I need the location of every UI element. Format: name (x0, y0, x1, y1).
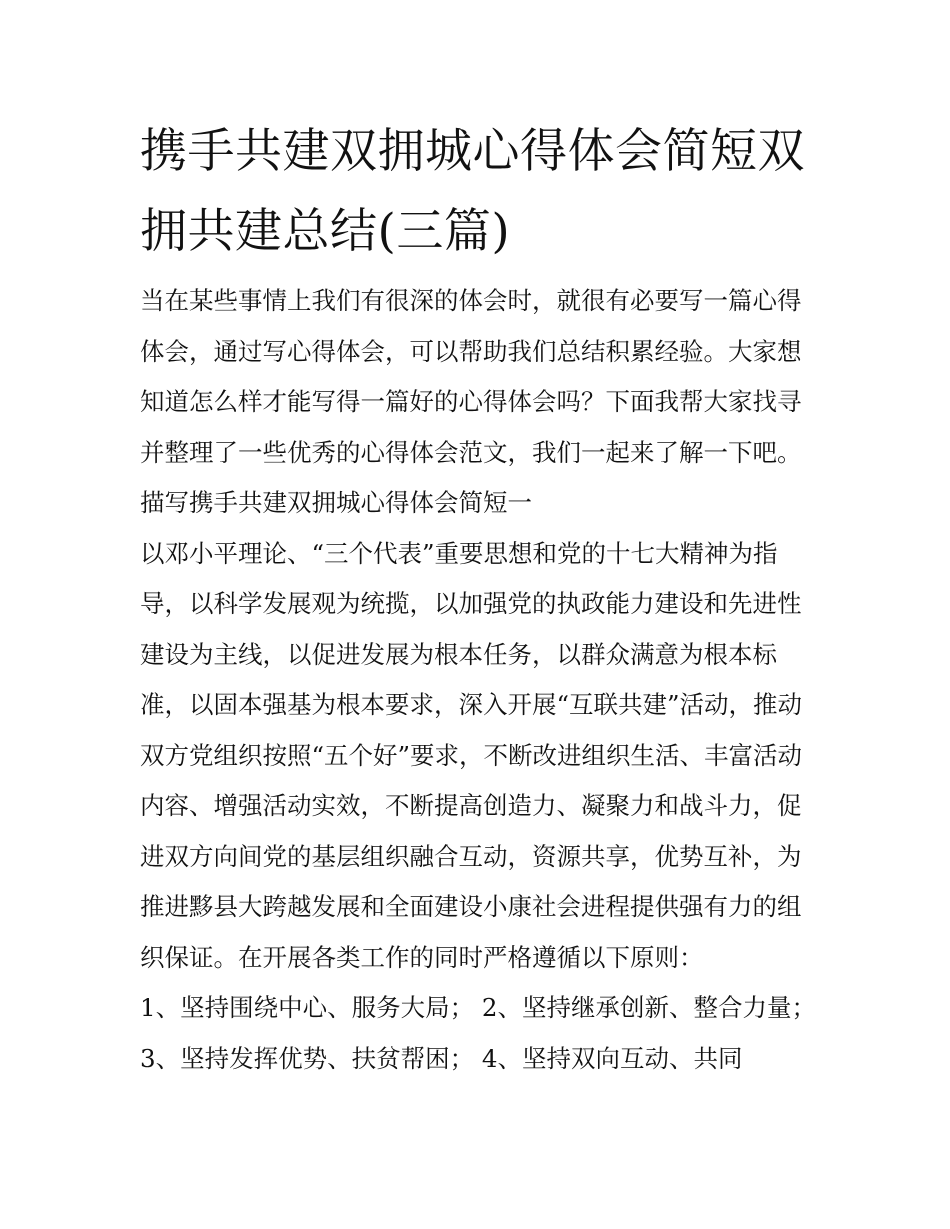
principles-paragraph: 1、坚持围绕中心、服务大局； 2、坚持继承创新、整合力量； 3、坚持发挥优势、扶贫帮困； 4、坚持双向互动、共同 (140, 993, 816, 1073)
document-page (140, 112, 820, 1084)
body-paragraph: 以邓小平理论、“三个代表”重要思想和党的十七大精神为指导，以科学发展观为统揽，以加强党的执政能力建设和先进性建设为主线，以促进发展为根本任务，以群众满意为根本标准，以固本强基为根本要求，深入开展“互联共建”活动，推动双方党组织按照“五个好”要求，不断改进组织生活、丰富活动内容、增强活动实效，不断提高创造力、凝聚力和战斗力，促进双方向间党的基层组织融合互动，资源共享，优势互补，为推进黟县大跨越发展和全面建设小康社会进程提供强有力的组织保证。在开展各类工作的同时严格遵循以下原则： (140, 538, 803, 972)
intro-paragraph: 当在某些事情上我们有很深的体会时，就很有必要写一篇心得体会，通过写心得体会，可以帮助我们总结积累经验。大家想知道怎么样才能写得一篇好的心得体会吗？下面我帮大家找寻并整理了一些优秀的心得体会范文，我们一起来了解一下吧。 (140, 286, 802, 467)
document-body (140, 276, 820, 1084)
section-heading: 描写携手共建双拥城心得体会简短一 (140, 488, 532, 517)
document-title: 携手共建双拥城心得体会简短双拥共建总结(三篇) (140, 124, 805, 259)
